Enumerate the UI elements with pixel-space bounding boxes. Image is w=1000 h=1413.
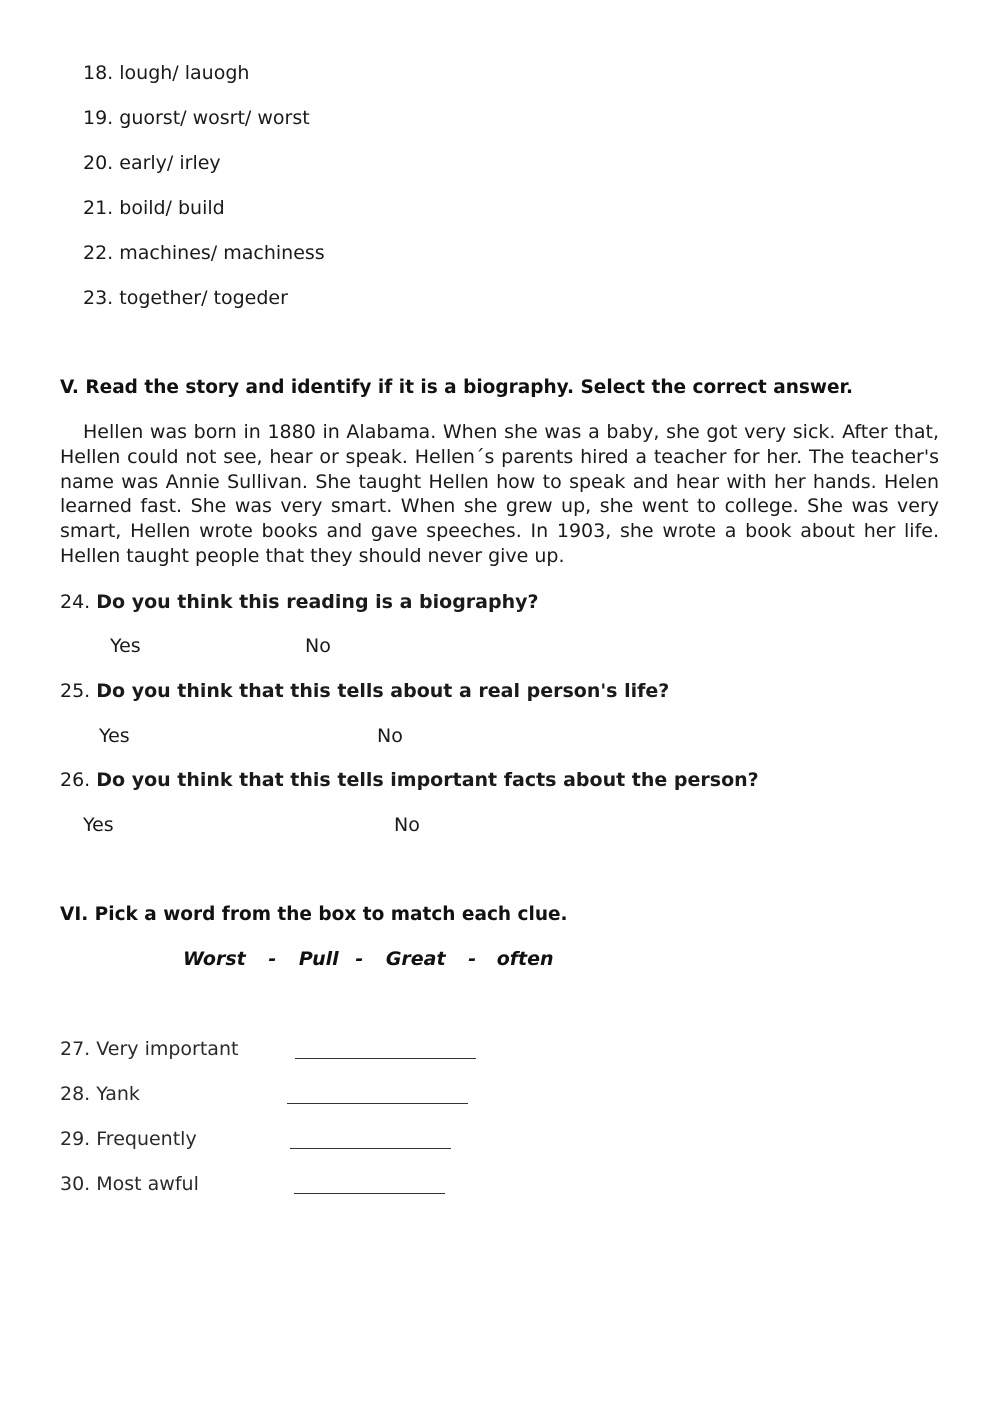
answer-blank[interactable] xyxy=(290,1148,451,1149)
word-separator: - xyxy=(355,948,364,970)
question-25 xyxy=(60,680,669,702)
clue-30: 30. Most awful xyxy=(60,1173,199,1195)
answer-no[interactable]: No xyxy=(305,635,331,657)
word-option: Pull xyxy=(298,948,339,970)
spelling-item: 20. early/ irley xyxy=(83,152,221,174)
question-26 xyxy=(60,769,759,791)
spelling-item: 21. boild/ build xyxy=(83,197,225,219)
question-number: 25. xyxy=(60,680,91,702)
question-text: Do you think this reading is a biography? xyxy=(96,591,539,613)
story-paragraph: Hellen was born in 1880 in Alabama. When she was a baby, she got very sick. After that, Hellen could not see, hear or speak. Hellen´s parents hired a teacher for her. The teacher's name was Annie Sullivan. She taught Hellen how to speak and hear with her hands. Helen learned fast. She was very smart. When she grew up, she went to college. She was very smart, Hellen wrote books and gave speeches. In 1903, she wrote a book about her life. Hellen taught people that they should never give up. xyxy=(60,421,939,567)
answer-no[interactable]: No xyxy=(394,814,420,836)
answer-blank[interactable] xyxy=(294,1193,445,1194)
word-box xyxy=(183,948,554,970)
question-24 xyxy=(60,591,539,613)
section-v-heading: V. Read the story and identify if it is a biography. Select the correct answer. xyxy=(60,377,854,398)
clue-29: 29. Frequently xyxy=(60,1128,197,1150)
word-option: often xyxy=(496,948,554,970)
answer-yes[interactable]: Yes xyxy=(99,725,130,747)
answer-no[interactable]: No xyxy=(377,725,403,747)
question-number: 26. xyxy=(60,769,91,791)
section-vi-heading: VI. Pick a word from the box to match each clue. xyxy=(60,904,568,925)
spelling-item: 19. guorst/ wosrt/ worst xyxy=(83,107,310,129)
question-number: 24. xyxy=(60,591,91,613)
spelling-item: 18. lough/ lauogh xyxy=(83,62,250,84)
word-option: Great xyxy=(385,948,446,970)
question-text: Do you think that this tells important facts about the person? xyxy=(96,769,759,791)
answer-blank[interactable] xyxy=(295,1058,476,1059)
word-option: Worst xyxy=(183,948,246,970)
word-separator: - xyxy=(268,948,277,970)
answer-yes[interactable]: Yes xyxy=(83,814,114,836)
clue-27: 27. Very important xyxy=(60,1038,239,1060)
answer-blank[interactable] xyxy=(287,1103,468,1104)
clue-28: 28. Yank xyxy=(60,1083,140,1105)
spelling-item: 22. machines/ machiness xyxy=(83,242,325,264)
answer-yes[interactable]: Yes xyxy=(110,635,141,657)
word-separator: - xyxy=(468,948,477,970)
question-text: Do you think that this tells about a real person's life? xyxy=(96,680,670,702)
spelling-item: 23. together/ togeder xyxy=(83,287,288,309)
